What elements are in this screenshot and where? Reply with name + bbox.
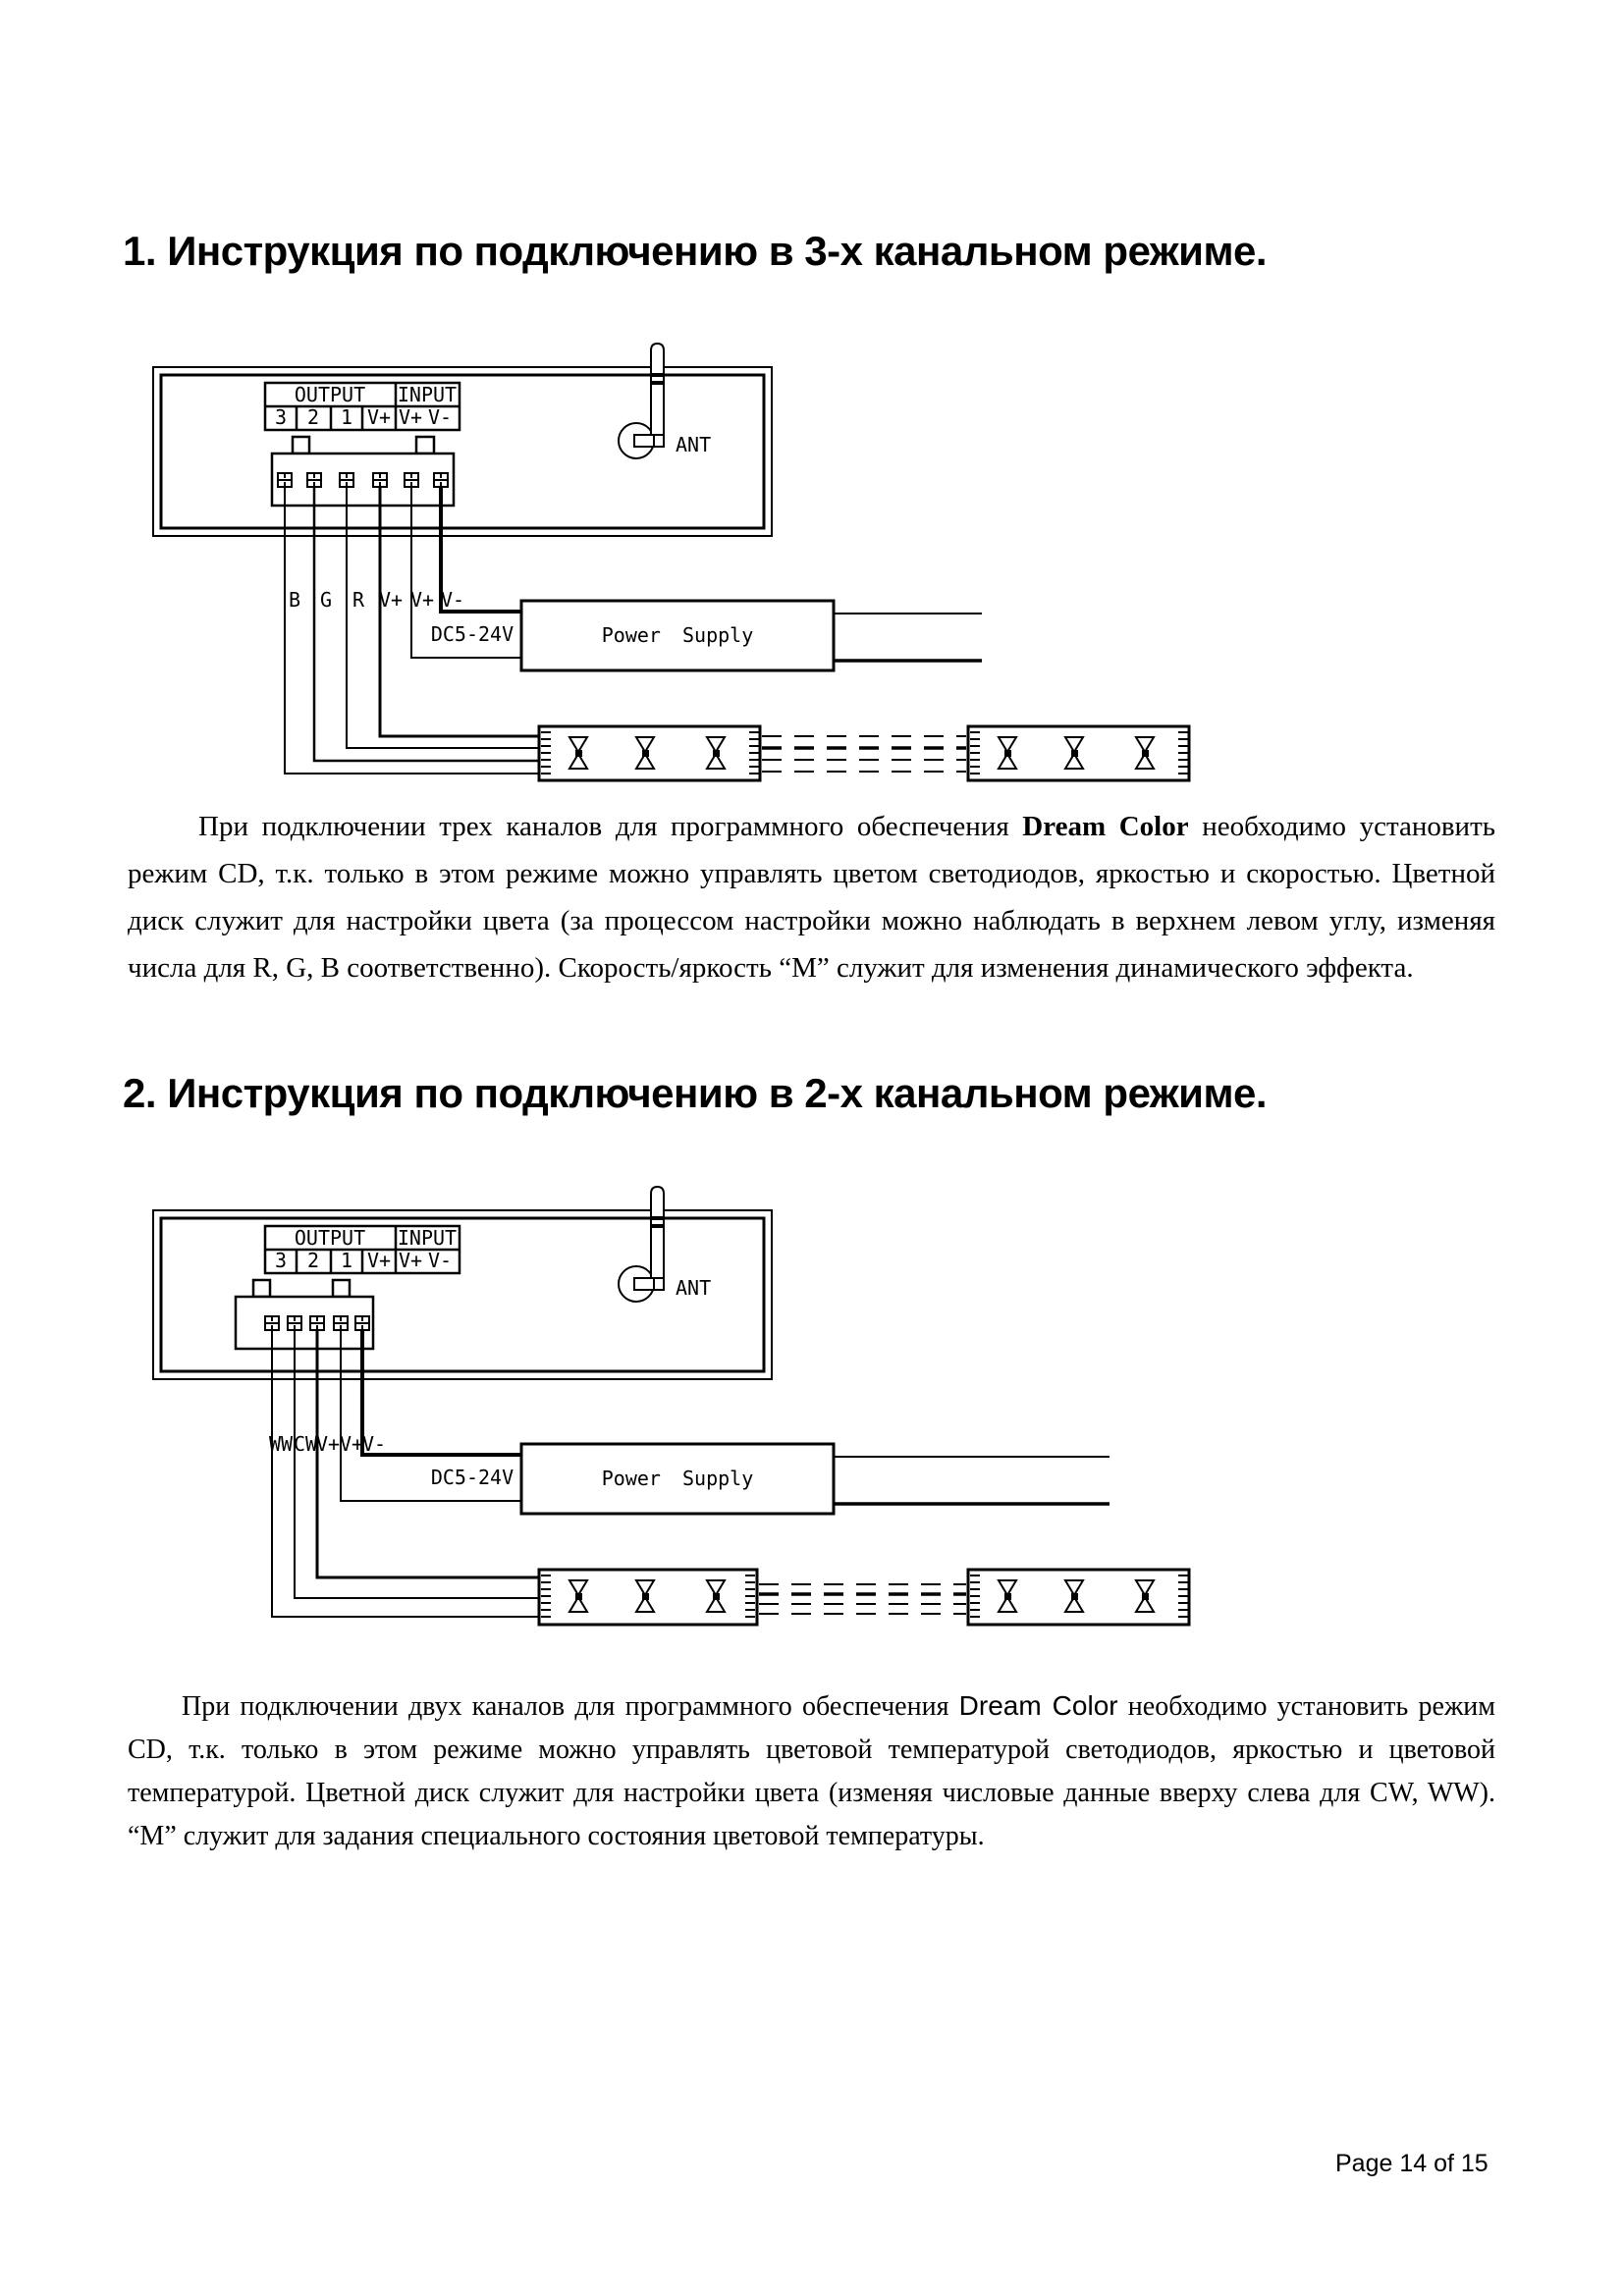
input-header: INPUT xyxy=(397,383,458,406)
antenna xyxy=(619,1187,711,1302)
para2-brand: Dream Color xyxy=(958,1690,1118,1721)
col-input-vminus: V- xyxy=(427,405,453,429)
wire-label-cw: CW xyxy=(293,1432,318,1456)
strip-link-wires xyxy=(762,736,966,772)
wire-label-g: G xyxy=(319,588,333,612)
wire-label-vplus-out: V+ xyxy=(315,1432,341,1456)
col-input-vplus: V+ xyxy=(398,1249,423,1272)
wire-label-r: R xyxy=(352,588,365,612)
terminal-table xyxy=(265,383,460,430)
col-2: 2 xyxy=(306,405,320,429)
para2-lead: При подключении двух каналов для программного обеспечения xyxy=(182,1691,959,1722)
strip-link-wires xyxy=(759,1584,966,1614)
ant-label: ANT xyxy=(676,433,712,456)
power-supply-label: Power Supply xyxy=(601,1467,754,1490)
terminal-table xyxy=(265,1226,460,1273)
col-input-vplus: V+ xyxy=(398,405,423,429)
wire-label-vminus: V- xyxy=(361,1432,387,1456)
col-2: 2 xyxy=(306,1249,320,1272)
dc-rating-label: DC5-24V xyxy=(430,1466,514,1489)
para1-lead: При подключении трех каналов для программного обеспечения xyxy=(198,811,1023,842)
wire-labels xyxy=(269,1432,386,1456)
wire-label-vplus-in: V+ xyxy=(339,1432,364,1456)
wire-label-vplus-in: V+ xyxy=(409,588,435,612)
antenna xyxy=(619,344,711,458)
section2-paragraph xyxy=(128,1684,1495,1858)
terminal-block xyxy=(272,437,454,506)
led-strip-2 xyxy=(968,726,1189,780)
dc-rating-label: DC5-24V xyxy=(430,622,514,646)
col-input-vminus: V- xyxy=(427,1249,453,1272)
ant-label: ANT xyxy=(676,1276,712,1300)
led-strip-1 xyxy=(539,1570,757,1625)
terminal-block xyxy=(236,1280,373,1349)
output-header: OUTPUT xyxy=(294,1226,366,1250)
power-supply xyxy=(431,1444,1110,1514)
page-number: Page 14 of 15 xyxy=(1335,2150,1489,2177)
output-header: OUTPUT xyxy=(294,383,366,406)
col-1: 1 xyxy=(340,405,353,429)
col-1: 1 xyxy=(340,1249,353,1272)
led-strip-2 xyxy=(968,1570,1189,1625)
power-supply-label: Power Supply xyxy=(601,623,754,647)
col-3: 3 xyxy=(274,1249,288,1272)
section1-paragraph xyxy=(128,803,1495,991)
para1-brand: Dream Color xyxy=(1022,811,1189,842)
col-vplus: V+ xyxy=(366,1249,392,1272)
para2-rest: необходимо установить режим CD, т.к. только в этом режиме можно управлять цветовой температурой светодиодов, яркостью и цветовой температурой. Цветной диск служит для настройки цвета (изменяя числовые данные вверху слева для CW, WW). “М” служит для задания специального состояния цветовой температуры. xyxy=(128,1691,1495,1851)
col-vplus: V+ xyxy=(366,405,392,429)
section1-heading: 1. Инструкция по подключению в 3-х канальном режиме. xyxy=(123,228,1268,274)
wire-label-vminus: V- xyxy=(440,588,465,612)
section2-heading: 2. Инструкция по подключению в 2-х канальном режиме. xyxy=(123,1070,1268,1116)
wire-label-vplus-out: V+ xyxy=(378,588,404,612)
led-strip-1 xyxy=(539,726,760,780)
wire-label-ww: WW xyxy=(268,1432,294,1456)
col-3: 3 xyxy=(274,405,288,429)
wiring-diagram-3-channel xyxy=(128,324,1355,795)
para1-rest: необходимо установить режим CD, т.к. только в этом режиме можно управлять цветом светодиодов, яркостью и скоростью. Цветной диск служит для настройки цвета (за процессом настройки можно наблюдать в верхнем левом углу, изменяя числа для R, G, B соответственно). Скорость/яркость “М” служит для изменения динамического эффекта. xyxy=(128,811,1495,984)
wiring-diagram-2-channel xyxy=(128,1168,1355,1639)
input-header: INPUT xyxy=(397,1226,458,1250)
wire-label-b: B xyxy=(288,588,301,612)
